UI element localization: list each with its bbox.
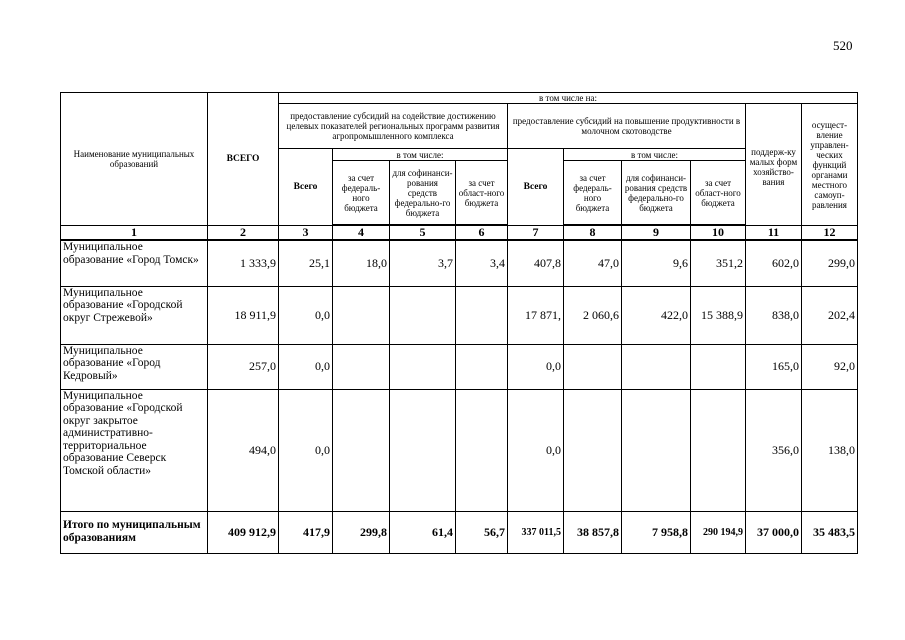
- cell: 1 333,9: [208, 240, 279, 286]
- total-cell: 38 857,8: [564, 511, 622, 553]
- total-cell: 61,4: [390, 511, 456, 553]
- header-including: в том числе на:: [279, 93, 858, 104]
- cell: [622, 389, 691, 511]
- cell: [390, 389, 456, 511]
- total-row: [61, 511, 858, 553]
- cell: 257,0: [208, 344, 279, 389]
- table-row: [61, 240, 858, 286]
- total-cell: 417,9: [279, 511, 333, 553]
- cell: 138,0: [802, 389, 858, 511]
- cell: [691, 344, 746, 389]
- col-num: 7: [508, 226, 564, 241]
- header-group-a: предоставление субсидий на содействие достижению целевых показателей региональных программ развития агропромышленного комплекса: [279, 104, 508, 149]
- total-cell: 409 912,9: [208, 511, 279, 553]
- col-num: 3: [279, 226, 333, 241]
- cell: 18 911,9: [208, 286, 279, 344]
- cell: 15 388,9: [691, 286, 746, 344]
- header-name: Наименование муниципальных образований: [61, 93, 208, 226]
- col-num: 10: [691, 226, 746, 241]
- cell: 422,0: [622, 286, 691, 344]
- row-name: Муниципальное образование «Город Томск»: [61, 240, 208, 286]
- col-num: 5: [390, 226, 456, 241]
- col-num: 4: [333, 226, 390, 241]
- cell: 18,0: [333, 240, 390, 286]
- total-cell: 7 958,8: [622, 511, 691, 553]
- header-col11: поддерж-ку малых форм хозяйство-вания: [746, 104, 802, 226]
- cell: 17 871,: [508, 286, 564, 344]
- cell: [333, 389, 390, 511]
- cell: [622, 344, 691, 389]
- header-a-cofin: для софинанси-рования средств федерально-го бюджета: [390, 161, 456, 225]
- col-num: 11: [746, 226, 802, 241]
- cell: [564, 344, 622, 389]
- cell: [456, 344, 508, 389]
- cell: [456, 286, 508, 344]
- cell: [390, 344, 456, 389]
- col-num: 1: [61, 226, 208, 241]
- cell: 2 060,6: [564, 286, 622, 344]
- header-a-including: в том числе:: [333, 149, 508, 161]
- cell: 838,0: [746, 286, 802, 344]
- total-cell: 35 483,5: [802, 511, 858, 553]
- cell: 3,7: [390, 240, 456, 286]
- header-total: ВСЕГО: [208, 93, 279, 226]
- total-cell: 37 000,0: [746, 511, 802, 553]
- budget-table: [60, 92, 858, 554]
- col-num: 8: [564, 226, 622, 241]
- header-col12: осущест-вление управлен-ческих функций органами местного самоуп-равления: [802, 104, 858, 226]
- cell: 165,0: [746, 344, 802, 389]
- cell: 202,4: [802, 286, 858, 344]
- cell: 25,1: [279, 240, 333, 286]
- table-row: [61, 344, 858, 389]
- col-num: 6: [456, 226, 508, 241]
- cell: 351,2: [691, 240, 746, 286]
- total-cell: 290 194,9: [691, 511, 746, 553]
- cell: 0,0: [508, 389, 564, 511]
- cell: [333, 286, 390, 344]
- header-b-fed: за счет федераль-ного бюджета: [564, 161, 622, 225]
- header-b-cofin: для софинанси-рования средств федерально-го бюджета: [622, 161, 691, 225]
- row-name: Муниципальное образование «Городской округ Стрежевой»: [61, 286, 208, 344]
- cell: 3,4: [456, 240, 508, 286]
- header-b-reg: за счет област-ного бюджета: [691, 161, 746, 225]
- cell: 47,0: [564, 240, 622, 286]
- cell: [390, 286, 456, 344]
- cell: 299,0: [802, 240, 858, 286]
- total-name: Итого по муниципальным образованиям: [61, 511, 208, 553]
- row-name: Муниципальное образование «Город Кедровый»: [61, 344, 208, 389]
- header-a-vsego: Всего: [279, 149, 333, 226]
- cell: [564, 389, 622, 511]
- cell: [333, 344, 390, 389]
- cell: 92,0: [802, 344, 858, 389]
- total-cell: 56,7: [456, 511, 508, 553]
- cell: 494,0: [208, 389, 279, 511]
- cell: [691, 389, 746, 511]
- cell: 0,0: [508, 344, 564, 389]
- col-num: 12: [802, 226, 858, 241]
- cell: [456, 389, 508, 511]
- cell: 0,0: [279, 344, 333, 389]
- header-a-fed: за счет федераль-ного бюджета: [333, 161, 390, 225]
- page-number: 520: [833, 38, 853, 53]
- cell: 9,6: [622, 240, 691, 286]
- header-group-b: предоставление субсидий на повышение продуктивности в молочном скотоводстве: [508, 104, 746, 149]
- cell: 356,0: [746, 389, 802, 511]
- col-num: 2: [208, 226, 279, 241]
- cell: 407,8: [508, 240, 564, 286]
- total-cell: 337 011,5: [508, 511, 564, 553]
- header-a-reg: за счет област-ного бюджета: [456, 161, 508, 225]
- cell: 0,0: [279, 389, 333, 511]
- total-cell: 299,8: [333, 511, 390, 553]
- cell: 602,0: [746, 240, 802, 286]
- row-name: Муниципальное образование «Городской округ закрытое административно-территориальное образование Северск Томской области»: [61, 389, 208, 511]
- header-b-including: в том числе:: [564, 149, 746, 161]
- table-row: [61, 286, 858, 344]
- column-numbers-row: [61, 226, 858, 241]
- table-row: [61, 389, 858, 511]
- header-b-vsego: Всего: [508, 149, 564, 226]
- col-num: 9: [622, 226, 691, 241]
- cell: 0,0: [279, 286, 333, 344]
